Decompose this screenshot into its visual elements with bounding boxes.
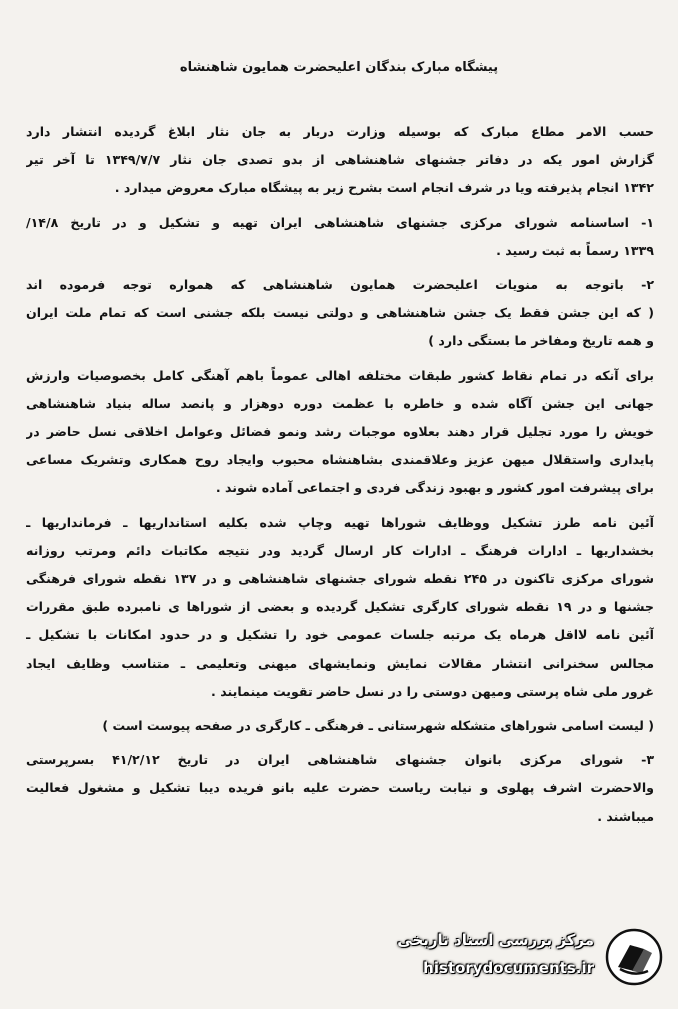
text-line: برای پیشرفت امور کشور و بهبود زندگی فردی و اجتماعی آماده شوند . [215, 480, 654, 496]
text-line: ( لیست اسامی شوراهای متشکله شهرستانی ـ فرهنگی ـ کارگری در صفحه پیوست است ) [102, 718, 654, 734]
text-line: و همه تاریخ ومفاخر ما بستگی دارد ) [428, 333, 654, 349]
document-body [26, 118, 654, 837]
text-line: حسب الامر مطاع مبارک که بوسیله وزارت دربار به جان نثار ابلاغ گردیده انتشار دارد [26, 124, 654, 139]
paragraph [26, 271, 654, 356]
text-line: برای آنکه در تمام نقاط کشور طبقات مختلفه اهالی عموماً باهم آهنگی کامل بخصوصیات وارزش [26, 367, 654, 383]
text-line: شورای مرکزی تاکنون در ۲۴۵ نقطه شورای جشنهای شاهنشاهی و در ۱۳۷ نقطه شورای فرهنگی [26, 571, 654, 587]
paragraph [26, 362, 654, 503]
paragraph [26, 209, 654, 265]
text-line: خویش را مورد تجلیل قرار دهند بعلاوه موجبات رشد ونمو فضائل وعوامل اخلاقی نسل حاضر در [26, 424, 654, 440]
paragraph [26, 118, 654, 203]
text-line: پایداری واستقلال میهن عزیز وعلاقمندی بشاهنشاه محبوب وایجاد روح همکاری وتشریک مساعی [26, 452, 654, 468]
paragraph [26, 509, 654, 706]
paragraph [26, 746, 654, 831]
text-line: مجالس سخنرانی انتشار مقالات نمایش ونمایشهای میهنی وتعلیمی ـ متناسب وظایف ایجاد [26, 655, 654, 671]
text-line: میباشند . [597, 808, 654, 824]
text-line: گزارش امور یکه در دفاتر جشنهای شاهنشاهی از بدو تصدی جان نثار ۱۳۴۹/۷/۷ تا آخر تیر [26, 152, 654, 168]
text-line: ۳- شورای مرکزی بانوان جشنهای شاهنشاهی ایران در تاریخ ۴۱/۲/۱۲ بسرپرستی [26, 752, 654, 768]
text-line: ۲- باتوجه به منویات اعلیحضرت همایون شاهنشاهی که همواره توجه فرموده اند [26, 277, 654, 293]
text-line: جشنها و در ۱۹ نقطه شورای کارگری تشکیل گردیده و بعضی از شوراها ی نامبرده طبق مقررات [26, 599, 654, 615]
document-archive-logo-icon [604, 927, 664, 987]
text-line: والاحضرت اشرف پهلوی و نیابت ریاست حضرت علیه بانو فریده دیبا تشکیل و مشغول فعالیت [26, 780, 654, 796]
paragraph [26, 712, 654, 740]
document-title: پیشگاه مبارک بندگان اعلیحضرت همایون شاهنشاه [179, 60, 499, 75]
text-line: ۱۳۳۹ رسماً به ثبت رسید . [496, 242, 654, 258]
watermark [394, 925, 664, 989]
text-line: آئین نامه طرز تشکیل ووظایف شوراها تهیه وچاپ شده بکلیه استانداریها ـ فرمانداریها ـ [26, 514, 654, 530]
text-line: ۱۳۴۲ انجام پذیرفته ویا در شرف انجام است بشرح زیر به پیشگاه مبارک معروض میدارد . [114, 180, 654, 196]
text-line: ۱- اساسنامه شورای مرکزی جشنهای شاهنشاهی ایران تهیه و تشکیل و در تاریخ ۱۴/۸/ [26, 214, 654, 230]
text-line: ( که این جشن فقط یک جشن شاهنشاهی و دولتی نیست بلکه جشنی است که تمام ملت ایران [26, 305, 654, 321]
text-line: بخشداریها ـ ادارات فرهنگ ـ ادارات کار ارسال گردید ودر نتیجه مکاتبات دائم ومرتب روزانه [26, 542, 654, 558]
text-line: آئین نامه لااقل هرماه یک مرتبه جلسات عمومی خود را تشکیل و در حدود امکانات با تشکیل ـ [26, 627, 654, 643]
watermark-persian-text: مرکز بررسی اسناد تاریخی [397, 931, 594, 949]
text-line: جهانی این جشن آگاه شده و خاطره با عظمت دوره دوهزار و پانصد ساله بنیاد شاهنشاهی [26, 395, 654, 411]
text-line: غرور ملی شاه پرستی ومیهن دوستی را در نسل حاضر تقویت مینمایند . [211, 683, 654, 699]
watermark-english-text: historydocuments.ir [423, 959, 594, 977]
